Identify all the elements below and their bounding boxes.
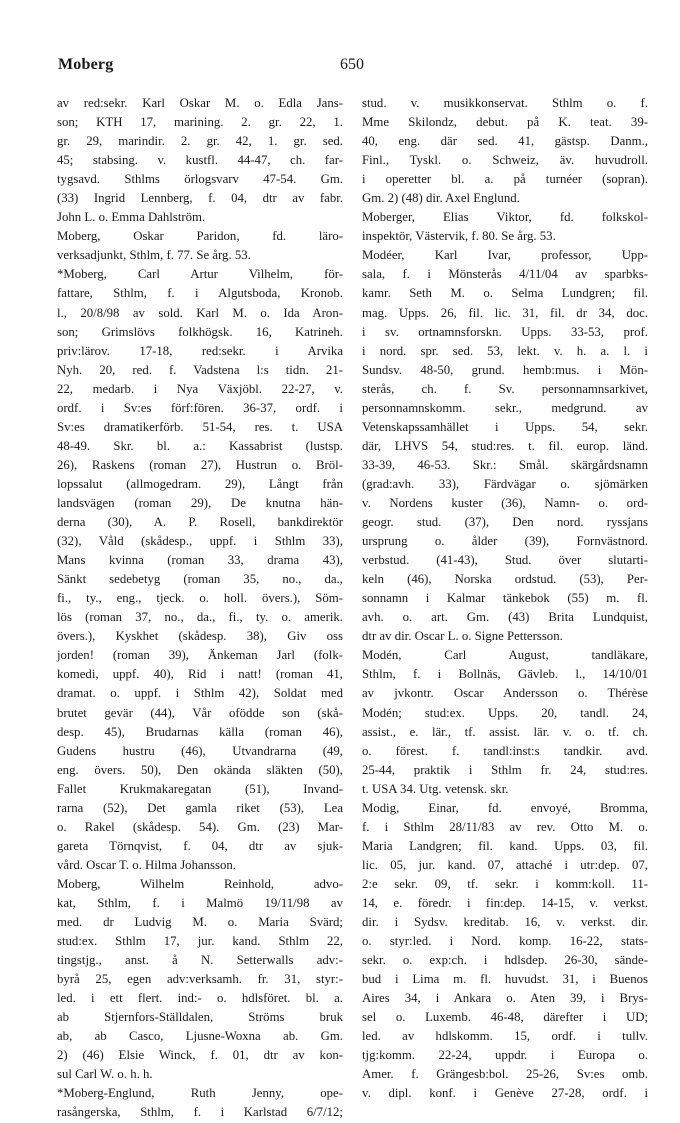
text-line: sel o. Luxemb. 46-48, därefter i UD; bbox=[362, 1010, 648, 1025]
text-line: Modén; stud:ex. Upps. 20, tandl. 24, bbox=[362, 705, 648, 720]
text-line: son; Grimslövs folkhögsk. 16, Katrineh. bbox=[57, 324, 343, 339]
text-line: Mans kvinna (roman 33, drama 43), bbox=[57, 553, 343, 568]
text-line: John L. o. Emma Dahlström. bbox=[57, 210, 206, 225]
left-column bbox=[57, 94, 343, 1123]
text-line: sala, f. i Mönsterås 4/11/04 av sparbks- bbox=[362, 267, 648, 282]
text-line: vård. Oscar T. o. Hilma Johansson. bbox=[57, 857, 237, 872]
text-line: priv:lärov. 17-18, red:sekr. i Arvika bbox=[57, 343, 343, 358]
right-column bbox=[362, 94, 648, 1103]
text-line: 26), Raskens (roman 27), Hustrun o. Bröl- bbox=[57, 457, 343, 472]
text-line: Moberg, Oskar Paridon, fd. läro- bbox=[57, 229, 343, 244]
text-line: Gudens hustru (46), Utvandrarna (49, bbox=[57, 743, 343, 758]
text-line: led. i ett flert. ind:- o. hdlsföret. bl. a. bbox=[57, 991, 343, 1006]
text-line: verbstud. (41-43), Stud. över slutarti- bbox=[362, 553, 648, 568]
text-line: Sundsv. 48-50, grund. hemb:mus. i Mön- bbox=[362, 362, 648, 377]
text-line: personnamnskomm. sekr., medgrund. av bbox=[362, 400, 648, 415]
text-line: Mme Skilondz, debut. på K. teat. 39- bbox=[362, 115, 648, 130]
text-line: keln (46), Norska ordstud. (53), Per- bbox=[362, 572, 648, 587]
text-line: assist., e. lär., tf. assist. lär. v. o. tf. ch. bbox=[362, 724, 648, 739]
text-line: 22, medarb. i Nya Växjöbl. 22-27, v. bbox=[57, 381, 343, 396]
page-header bbox=[58, 56, 638, 80]
text-line: Gm. 2) (48) dir. Axel Englund. bbox=[362, 191, 520, 206]
text-line: mag. Upps. 26, fil. lic. 31, fil. dr 34, doc. bbox=[362, 305, 648, 320]
text-line: ab, ab Casco, Ljusne-Woxna ab. Gm. bbox=[57, 1029, 343, 1044]
text-line: i sv. ortnamnsforskn. Upps. 33-53, prof. bbox=[362, 324, 648, 339]
text-line: sekr. o. exp:ch. i hdlsdep. 26-30, sände- bbox=[362, 953, 648, 968]
text-line: jorden! (roman 39), Änkeman Jarl (folk- bbox=[57, 648, 343, 663]
text-line: kat, Sthlm, f. i Malmö 19/11/98 av bbox=[57, 895, 343, 910]
text-line: inspektör, Västervik, f. 80. Se årg. 53. bbox=[362, 229, 556, 244]
text-line: (33) Ingrid Lennberg, f. 04, dtr av fabr. bbox=[57, 191, 343, 206]
text-line: komedi, uppf. 40), Rid i natt! (roman 41, bbox=[57, 667, 343, 682]
text-line: 45; stabsing. v. kustfl. 44-47, ch. far- bbox=[57, 153, 343, 168]
text-line: t. USA 34. Utg. vetensk. skr. bbox=[362, 781, 509, 796]
text-line: lic. 05, jur. kand. 07, attaché i utr:dep. 07, bbox=[362, 857, 648, 872]
text-line: sterås, ch. f. Sv. personnamnsarkivet, bbox=[362, 381, 648, 396]
text-line: derna (30), A. P. Rosell, bankdirektör bbox=[57, 515, 343, 530]
text-line: sul Carl W. o. h. h. bbox=[57, 1067, 153, 1082]
text-line: Aires 34, i Ankara o. Aten 39, i Brys- bbox=[362, 991, 648, 1006]
text-line: l., 20/8/98 av sold. Karl M. o. Ida Aron- bbox=[57, 305, 343, 320]
text-line: fattare, Sthlm, f. i Algutsboda, Kronob. bbox=[57, 286, 343, 301]
text-line: *Moberg, Carl Artur Vilhelm, för- bbox=[57, 267, 343, 282]
text-line: övers.), Kyskhet (skådesp. 38), Giv oss bbox=[57, 629, 343, 644]
text-line: ordf. i Sv:es förf:fören. 36-37, ordf. i bbox=[57, 400, 343, 415]
text-line: Finl., Tyskl. o. Schweiz, äv. huvudroll. bbox=[362, 153, 648, 168]
text-line: tygsavd. Sthlms örlogsvarv 47-54. Gm. bbox=[57, 172, 343, 187]
text-line: dir. i Sydsv. kreditab. 16, v. verkst. dir. bbox=[362, 915, 648, 930]
text-line: 33-39, 46-53. Skr.: Smål. skärgårdsnamn bbox=[362, 457, 648, 472]
text-line: *Moberg-Englund, Ruth Jenny, ope- bbox=[57, 1086, 343, 1101]
text-line: led. av hdlskomm. 15, ordf. i tullv. bbox=[362, 1029, 648, 1044]
text-line: 40, eng. där sed. 41, gästsp. Danm., bbox=[362, 134, 648, 149]
text-line: Modén, Carl August, tandläkare, bbox=[362, 648, 648, 663]
text-line: Vetenskapssamhället i Upps. 54, sekr. bbox=[362, 419, 648, 434]
text-line: Modig, Einar, fd. envoyé, Bromma, bbox=[362, 800, 648, 815]
text-line: med. dr Ludvig M. o. Maria Svärd; bbox=[57, 915, 343, 930]
text-line: lös (roman 37, no., da., fi., ty. o. amerik. bbox=[57, 610, 343, 625]
text-line: v. Nordens kuster (36), Namn- o. ord- bbox=[362, 495, 648, 510]
text-line: Nyh. 20, red. f. Vadstena l:s tidn. 21- bbox=[57, 362, 343, 377]
text-line: verksadjunkt, Sthlm, f. 77. Se årg. 53. bbox=[57, 248, 251, 263]
text-line: ab Stjernfors-Ställdalen, Ströms bruk bbox=[57, 1010, 343, 1025]
text-line: i nord. spr. sed. 53, lekt. v. h. a. l. i bbox=[362, 343, 648, 358]
text-line: Modéer, Karl Ivar, professor, Upp- bbox=[362, 248, 648, 263]
text-line: o. Rakel (skådesp. 54). Gm. (23) Mar- bbox=[57, 819, 343, 834]
text-line: byrå 25, egen adv:verksamh. fr. 31, styr:- bbox=[57, 972, 343, 987]
text-line: v. dipl. konf. i Genève 27-28, ordf. i bbox=[362, 1086, 648, 1101]
text-line: dtr av dir. Oscar L. o. Signe Pettersson. bbox=[362, 629, 563, 644]
text-line: ursprung o. ålder (39), Fornvästnord. bbox=[362, 534, 648, 549]
text-line: av red:sekr. Karl Oskar M. o. Edla Jans- bbox=[57, 96, 343, 110]
text-line: 2) (46) Elsie Winck, f. 01, dtr av kon- bbox=[57, 1048, 343, 1063]
text-line: landsvägen (roman 29), De knutna hän- bbox=[57, 495, 343, 510]
text-line: 48-49. Skr. bl. a.: Kassabrist (lustsp. bbox=[57, 438, 343, 453]
text-line: Amer. f. Grängesb:bol. 25-26, Sv:es omb. bbox=[362, 1067, 648, 1082]
text-line: Sv:es dramatikerförb. 51-54, res. t. USA bbox=[57, 419, 343, 434]
text-line: o. förest. f. tandl:inst:s tandkir. avd. bbox=[362, 743, 648, 758]
text-line: avh. o. art. Gm. (43) Brita Lundquist, bbox=[362, 610, 648, 625]
text-line: gr. 29, marindir. 2. gr. 42, 1. gr. sed. bbox=[57, 134, 343, 149]
text-line: dramat. o. uppf. i Sthlm 42), Soldat med bbox=[57, 686, 343, 701]
text-line: av jvkontr. Oscar Andersson o. Thérèse bbox=[362, 686, 648, 701]
text-line: kamr. Seth M. o. Selma Lundgren; fil. bbox=[362, 286, 648, 301]
text-line: brutet gevär (44), Vår ofödde son (skå- bbox=[57, 705, 343, 720]
text-line: gareta Törnqvist, f. 04, dtr av sjuk- bbox=[57, 838, 343, 853]
text-line: f. i Sthlm 28/11/83 av rev. Otto M. o. bbox=[362, 819, 648, 834]
running-head: Moberg bbox=[58, 56, 114, 73]
text-line: rarna (52), Det gamla riket (53), Lea bbox=[57, 800, 343, 815]
text-line: sonnamn i Kalmar tänkebok (55) m. fl. bbox=[362, 591, 648, 606]
text-line: tjg:komm. 22-24, uppdr. i Europa o. bbox=[362, 1048, 648, 1063]
text-line: (grad:avh. 33), Färdvägar o. sjömärken bbox=[362, 476, 648, 491]
text-line: fi., ty., eng., tjeck. o. holl. övers.), Söm- bbox=[57, 591, 343, 606]
text-line: Maria Landgren; fil. kand. Upps. 03, fil. bbox=[362, 838, 648, 853]
text-line: stud. v. musikkonservat. Sthlm o. f. bbox=[362, 96, 648, 110]
text-line: Sthlm, f. i Bollnäs, Gävleb. l., 14/10/01 bbox=[362, 667, 648, 682]
text-line: Moberger, Elias Viktor, fd. folkskol- bbox=[362, 210, 648, 225]
text-line: där, LHVS 54, stud:res. t. fil. europ. länd. bbox=[362, 438, 648, 453]
text-line: Moberg, Wilhelm Reinhold, advo- bbox=[57, 876, 343, 891]
text-line: desp. 45), Brudarnas källa (roman 46), bbox=[57, 724, 343, 739]
text-line: Fallet Krukmakaregatan (51), Invand- bbox=[57, 781, 343, 796]
text-line: geogr. stud. (37), Den nord. ryssjans bbox=[362, 515, 648, 530]
text-line: eng. övers. 50), Den okända släkten (50), bbox=[57, 762, 343, 777]
text-line: (32), Våld (skådesp., uppf. i Sthlm 33), bbox=[57, 534, 343, 549]
page-number: 650 bbox=[340, 56, 364, 73]
text-line: lopssalut (allmogedram. 29), Långt från bbox=[57, 476, 343, 491]
text-line: stud:ex. Sthlm 17, jur. kand. Sthlm 22, bbox=[57, 934, 343, 949]
text-line: 14, e. föredr. i fin:dep. 14-15, v. verkst. bbox=[362, 895, 648, 910]
text-line: son; KTH 17, marining. 2. gr. 22, 1. bbox=[57, 115, 343, 130]
text-line: bud i Lima m. fl. huvudst. 31, i Buenos bbox=[362, 972, 648, 987]
text-line: 2:e sekr. 09, tf. sekr. i komm:koll. 11- bbox=[362, 876, 648, 891]
text-line: Sänkt sedebetyg (roman 35, no., da., bbox=[57, 572, 343, 587]
text-line: i operetter bl. a. på turnéer (sopran). bbox=[362, 172, 648, 187]
text-line: o. styr:led. i Nord. komp. 16-22, stats- bbox=[362, 934, 648, 949]
text-line: tingstjg., anst. å N. Setterwalls adv:- bbox=[57, 953, 343, 968]
text-line: rasångerska, Sthlm, f. i Karlstad 6/7/12; bbox=[57, 1105, 343, 1120]
text-line: 25-44, praktik i Sthlm fr. 24, stud:res. bbox=[362, 762, 648, 777]
